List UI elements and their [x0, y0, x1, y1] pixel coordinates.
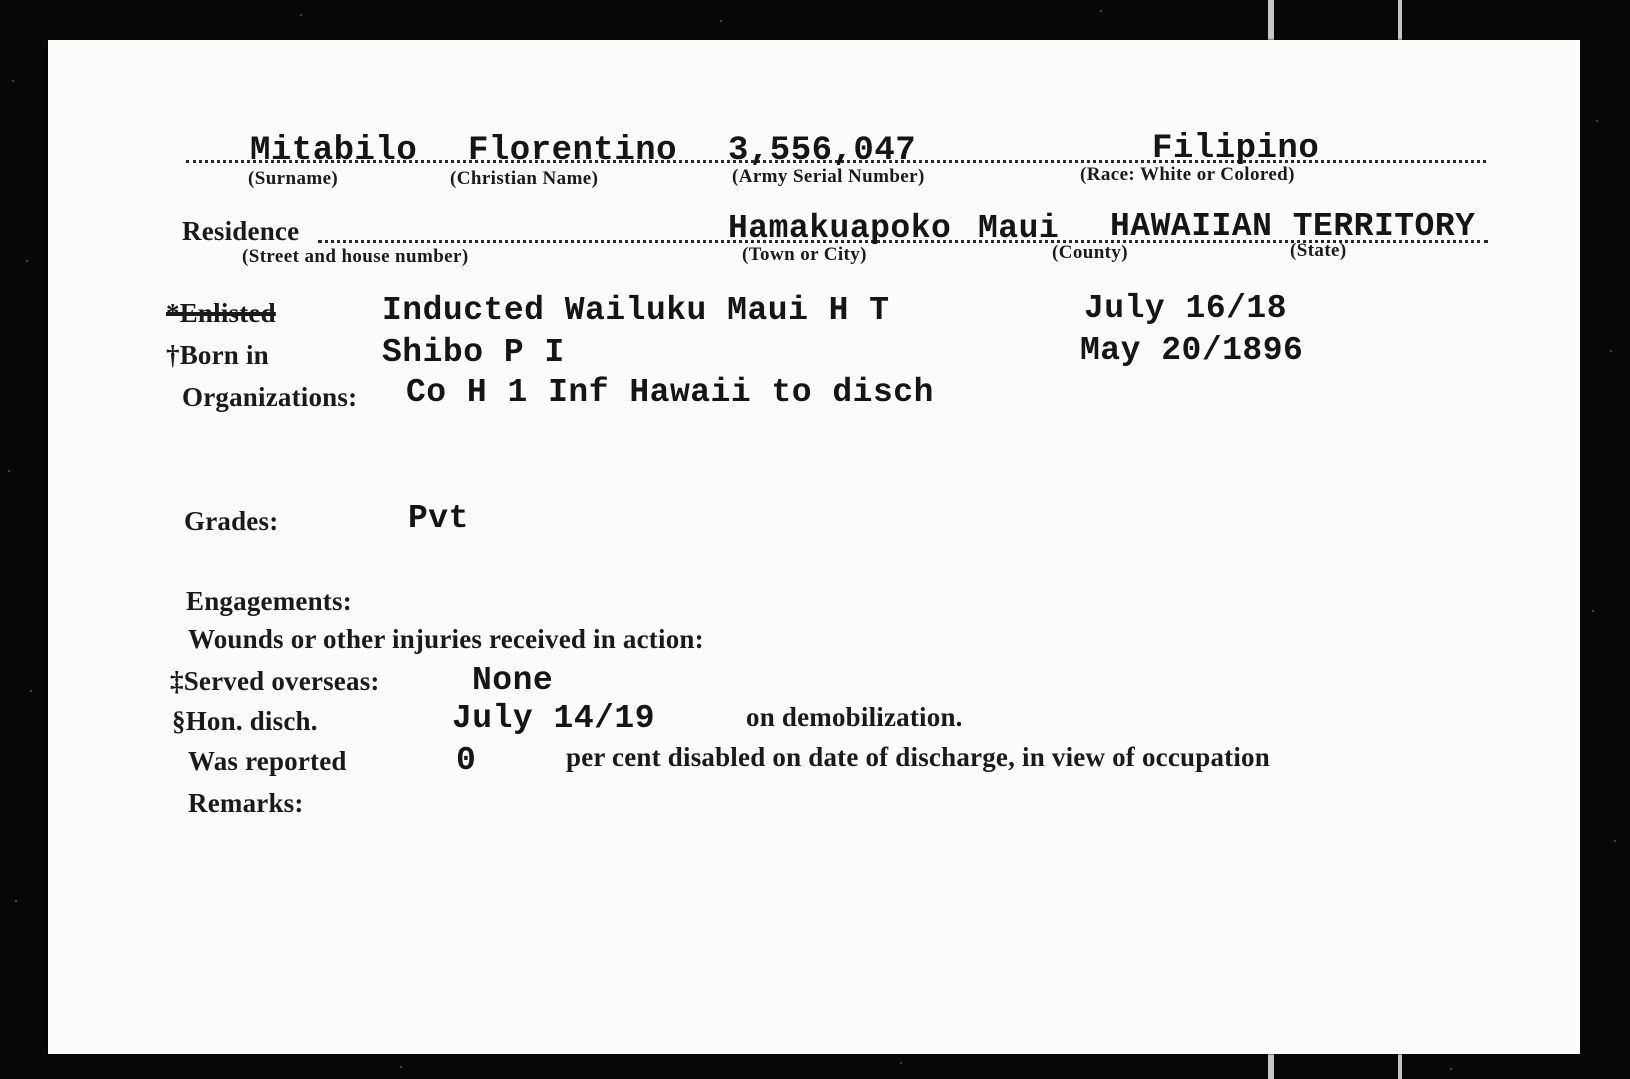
organizations-value: Co H 1 Inf Hawaii to disch	[406, 374, 934, 411]
birth-date: May 20/1896	[1080, 332, 1304, 369]
discharge-date: July 14/19	[452, 700, 656, 737]
disability-suffix: per cent disabled on date of discharge, in view of occupation	[566, 742, 1270, 772]
discharge-suffix: on demobilization.	[746, 702, 963, 732]
induction-value: Inducted Wailuku Maui H T	[382, 292, 890, 329]
induction-date: July 16/18	[1084, 290, 1288, 327]
disability-percent-value: 0	[456, 742, 477, 779]
birthplace-value: Shibo P I	[382, 334, 565, 371]
race-caption: (Race: White or Colored)	[1080, 164, 1295, 185]
state-caption: (State)	[1290, 240, 1347, 261]
served-overseas-value: None	[472, 662, 554, 699]
residence-county-value: Maui	[978, 210, 1060, 247]
serial-number-caption: (Army Serial Number)	[732, 166, 925, 187]
serial-number-value: 3,556,047	[728, 132, 917, 170]
residence-label: Residence	[182, 216, 300, 246]
grades-label: Grades:	[184, 506, 279, 536]
surname-value: Mitabilo	[250, 132, 418, 170]
race-value: Filipino	[1152, 130, 1320, 168]
enlisted-label-struck: *Enlisted	[166, 298, 276, 328]
remarks-label: Remarks:	[188, 788, 304, 818]
engagements-label: Engagements:	[186, 586, 352, 616]
grades-value: Pvt	[408, 500, 469, 537]
born-label: †Born in	[166, 340, 269, 370]
residence-state-value: HAWAIIAN TERRITORY	[1110, 208, 1476, 245]
christian-name-caption: (Christian Name)	[450, 168, 599, 189]
served-overseas-label: ‡Served overseas:	[170, 666, 380, 696]
christian-name-value: Florentino	[468, 132, 678, 170]
county-caption: (County)	[1052, 242, 1129, 263]
was-reported-label: Was reported	[188, 746, 347, 776]
surname-caption: (Surname)	[248, 168, 339, 189]
service-record-card	[48, 40, 1580, 1054]
organizations-label: Organizations:	[182, 382, 358, 412]
hon-disch-label: §Hon. disch.	[172, 706, 318, 736]
street-caption: (Street and house number)	[242, 246, 469, 267]
residence-town-value: Hamakuapoko	[728, 210, 952, 247]
wounds-label: Wounds or other injuries received in action:	[188, 624, 704, 654]
town-caption: (Town or City)	[742, 244, 867, 265]
